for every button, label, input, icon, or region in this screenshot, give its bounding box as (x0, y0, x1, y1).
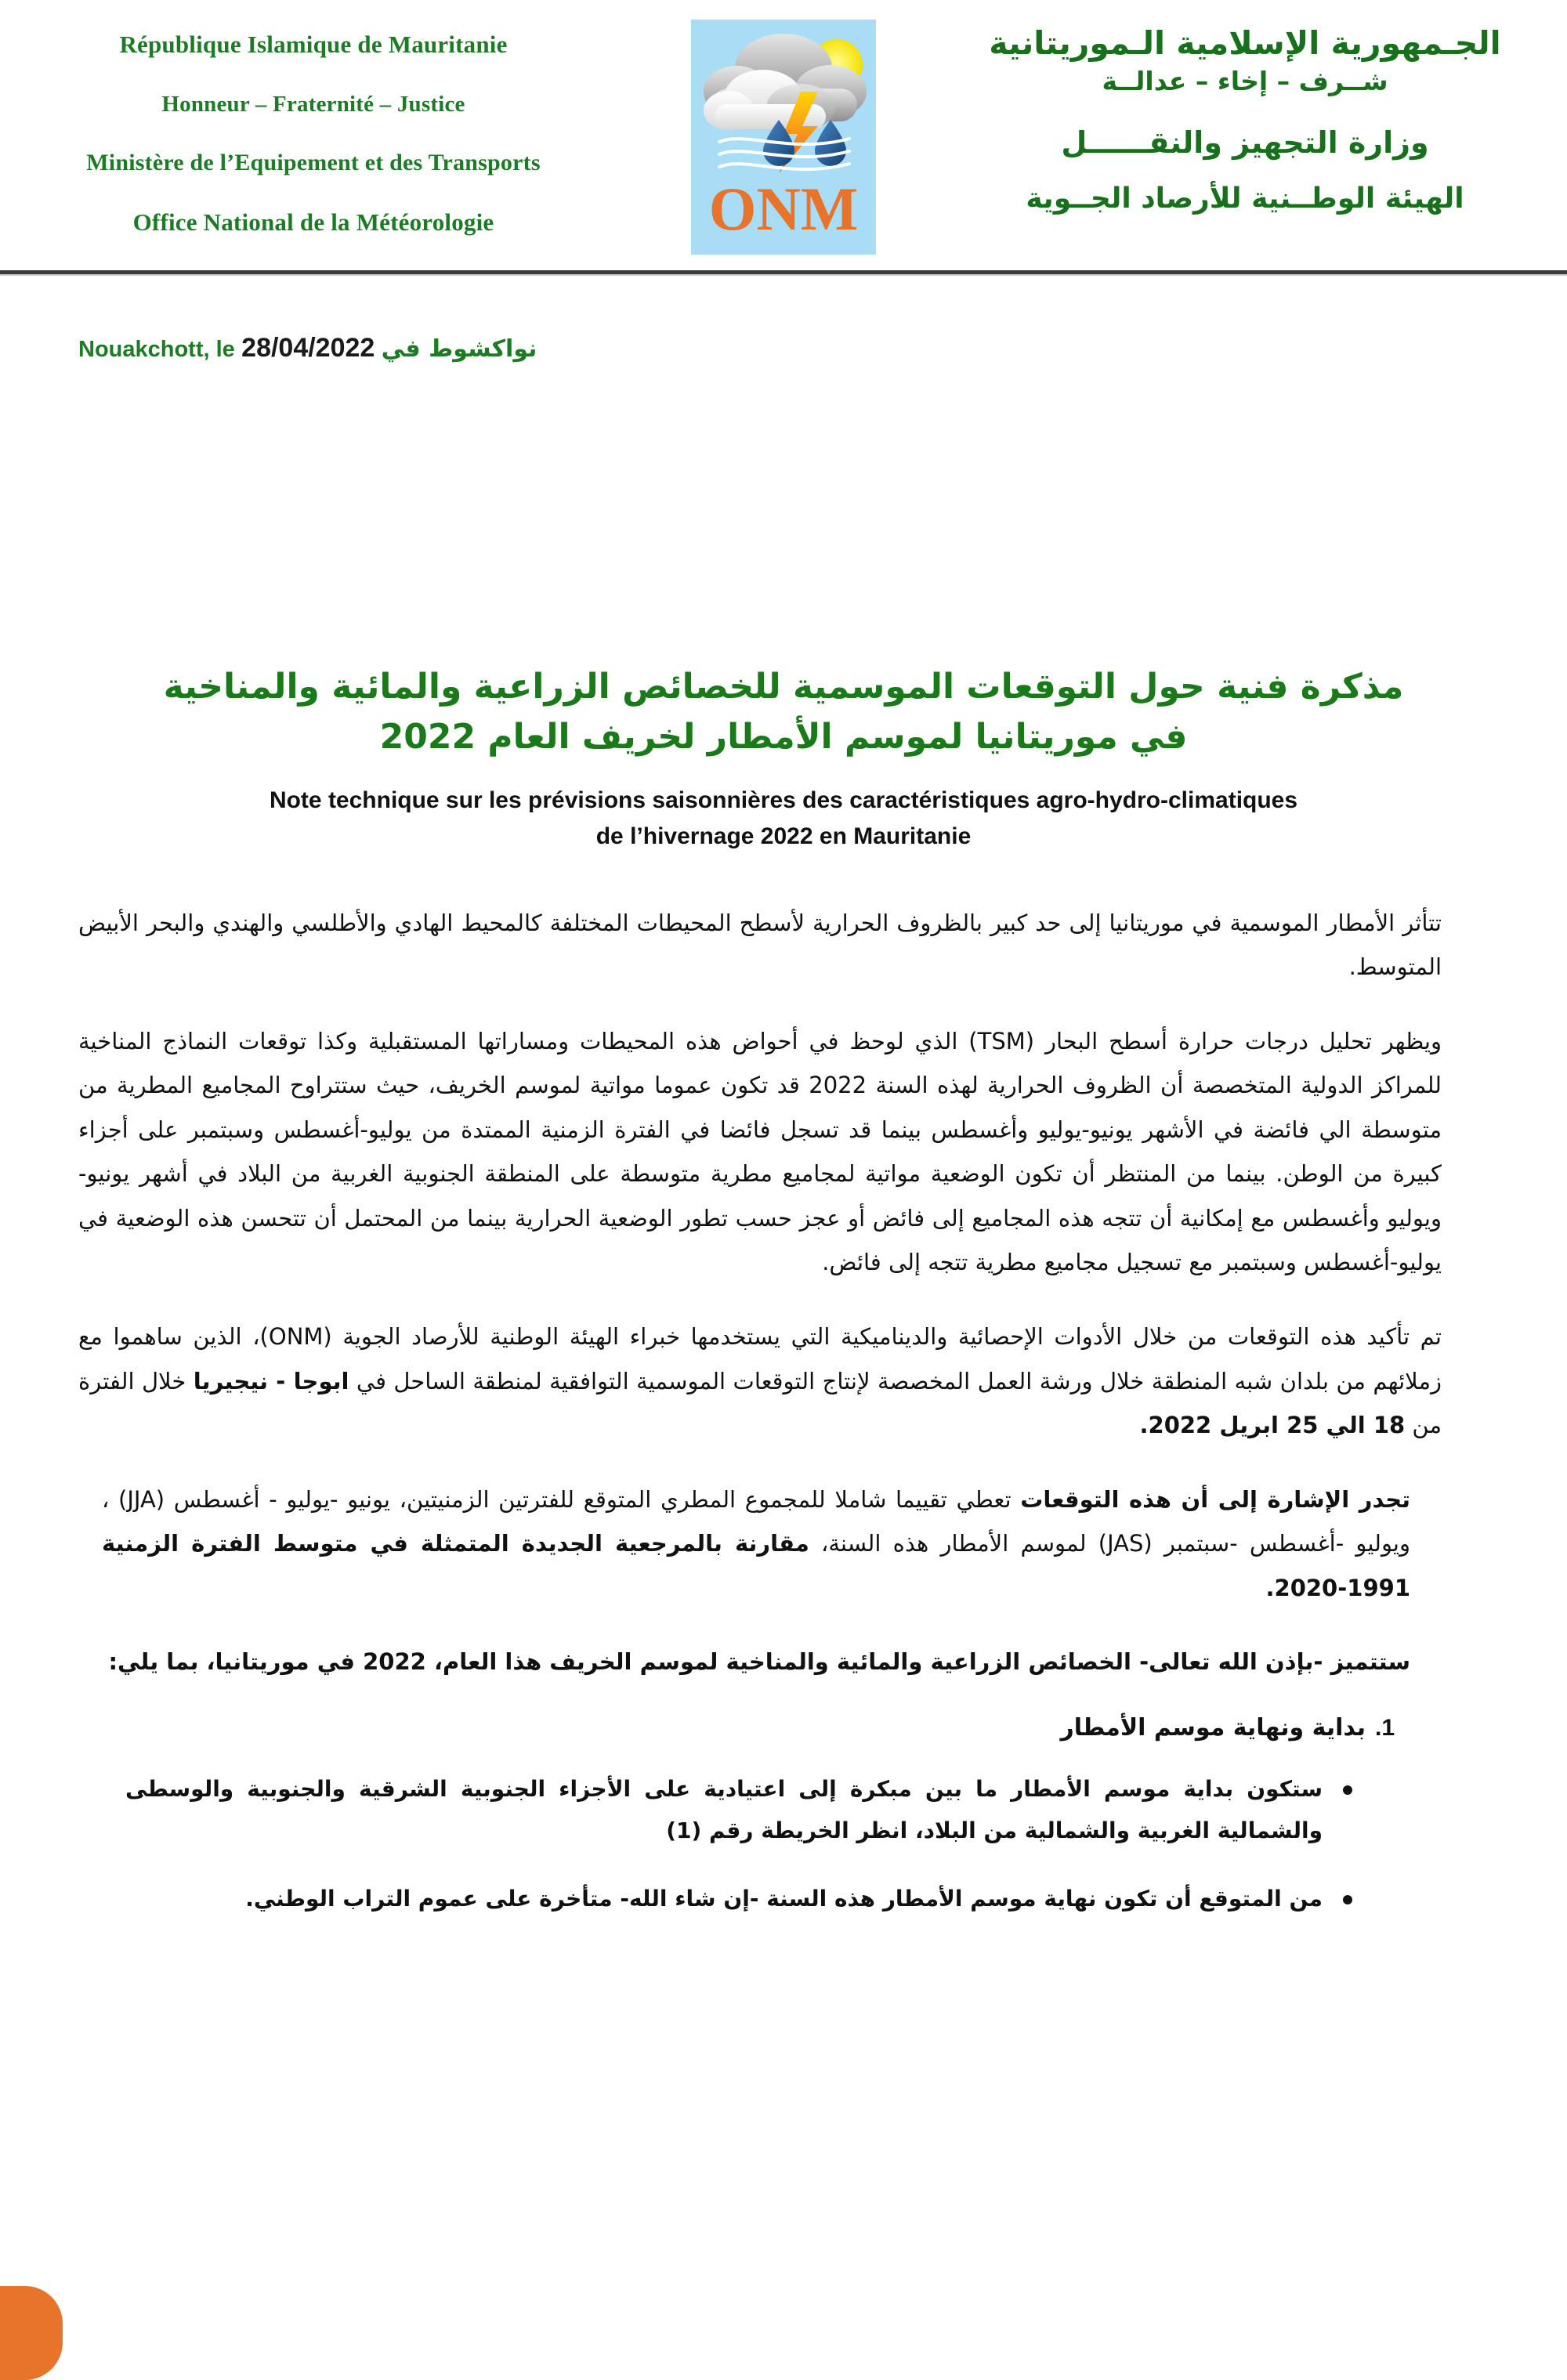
corner-decoration (0, 2286, 63, 2380)
header-fr-republic: République Islamique de Mauritanie (119, 31, 508, 58)
header-fr-motto: Honneur – Fraternité – Justice (161, 91, 465, 117)
section-1-number: 1. (1374, 1714, 1395, 1741)
paragraph-4-bold-reference: مقارنة بالمرجعية الجديدة المتمثلة في متوسط الفترة الزمنية 1991-2020. (102, 1530, 1410, 1601)
header-ar-motto: شــرف – إخاء – عدالــة (1102, 66, 1388, 97)
section-1-heading (78, 1714, 1489, 1742)
onm-logo (691, 20, 876, 255)
list-item: من المتوقع أن تكون نهاية موسم الأمطار هذه السنة -إن شاء الله- متأخرة على عموم التراب الوطني. (125, 1878, 1355, 1919)
document-header (0, 0, 1567, 270)
header-fr-ministry: Ministère de l’Equipement et des Transports (86, 150, 541, 175)
header-french-block (0, 0, 627, 237)
paragraph-4 (78, 1478, 1489, 1611)
header-divider (0, 270, 1567, 276)
onm-logo-graphic (691, 20, 876, 255)
onm-wordmark: ONM (708, 175, 859, 243)
paragraph-3 (78, 1315, 1489, 1448)
paragraph-3-bold-location: ابوجا - نيجيريا (193, 1367, 349, 1394)
paragraph-2: ويظهر تحليل درجات حرارة أسطح البحار (TSM) الذي لوحظ في أحواض هذه المحيطات ومساراتها المستقبلية وكذا توقعات النماذج المناخية للمراكز الدولية المتخصصة أن الظروف الحرارية لهذه السنة 2022 قد تكون عموما مواتية لموسم الخريف، حيث ستتراوح المجاميع المطرية من متوسطة الي فائضة في الأشهر يونيو-يوليو وأغسطس بينما قد تسجل فائضا في الفترة الزمنية الممتدة من يوليو-أغسطس وسبتمبر على أجزاء كبيرة من الوطن. بينما من المنتظر أن تكون الوضعية مواتية لمجاميع مطرية متوسطة على المنطقة الجنوبية الغربية من البلاد في أشهر يونيو- ويوليو وأغسطس مع إمكانية أن تتجه هذه المجاميع إلى فائض أو عجز حسب تطور الوضعية الحرارية بينما من المحتمل أن تتحسن هذه الوضعية في يوليو-أغسطس وسبتمبر مع تسجيل مجاميع مطرية تتجه إلى فائض. (78, 1027, 1442, 1276)
paragraph-3-text-b: خلال الفترة من (78, 1367, 1442, 1439)
header-fr-office: Office National de la Météorologie (132, 208, 494, 236)
date-value: 28/04/2022 (241, 333, 375, 363)
document-body (78, 662, 1489, 1946)
paragraph-4-text: تعطي تقييما شاملا للمجموع المطري المتوقع للفترتين الزمنيتين، يونيو -يوليو - أغسطس (JJA) ، ويوليو -أغسطس -سبتمبر (JAS) لموسم الأمطار هذه السنة، (102, 1485, 1410, 1557)
date-arabic-suffix: نواكشوط في (381, 335, 537, 363)
subtitle-fr-line2: de l’hivernage 2022 en Mauritanie (595, 823, 972, 850)
header-ar-ministry: وزارة التجهيز والنقــــــل (1061, 125, 1429, 161)
paragraph-3-bold-dates: 18 الي 25 ابريل 2022. (1139, 1412, 1406, 1439)
section-1-bullet-list (78, 1768, 1489, 1920)
header-ar-republic: الجـمهورية الإسلامية الـموريتانية (989, 24, 1501, 62)
title-ar-line1: مذكرة فنية حول التوقعات الموسمية للخصائص الزراعية والمائية والمناخية (163, 667, 1404, 707)
paragraph-1: تتأثر الأمطار الموسمية في موريتانيا إلى حد كبير بالظروف الحرارية لأسطح المحيطات المختلفة كالمحيط الهادي والأطلسي والهندي والبحر الأبيض المتوسط. (78, 909, 1442, 981)
page-subtitle-french (78, 783, 1489, 855)
paragraph-3-text-a: تم تأكيد هذه التوقعات من خلال الأدوات الإحصائية والديناميكية التي يستخدمها خبراء الهيئة الوطنية للأرصاد الجوية (ONM)، الذين ساهموا مع زملائهم من بلدان شبه المنطقة خلال ورشة العمل المخصصة لإنتاج التوقعات الموسمية التوافقية لمنطقة الساحل في (78, 1322, 1442, 1394)
subtitle-fr-line1: Note technique sur les prévisions saisonnières des caractéristiques agro-hydro-climatiques (269, 787, 1298, 813)
section-1-title: بداية ونهاية موسم الأمطار (1060, 1713, 1366, 1742)
paragraph-5: ستتميز -بإذن الله تعالى- الخصائص الزراعية والمائية والمناخية لموسم الخريف هذا العام، 2022 في موريتانيا، بما يلي: (108, 1648, 1410, 1676)
header-ar-office: الهيئة الوطــنية للأرصاد الجــوية (1026, 182, 1464, 215)
title-ar-line2: في موريتانيا لموسم الأمطار لخريف العام 2022 (379, 716, 1188, 757)
date-line (78, 333, 537, 364)
paragraph-4-bold-lead: تجدر الإشارة إلى أن هذه التوقعات (1020, 1485, 1410, 1513)
header-arabic-block (940, 0, 1567, 215)
page-title-arabic (78, 662, 1489, 762)
date-french-prefix: Nouakchott, le (78, 337, 235, 362)
logo-container (666, 0, 901, 255)
list-item: ستكون بداية موسم الأمطار ما بين مبكرة إلى اعتيادية على الأجزاء الجنوبية الشرقية والجنوبية والوسطى والشمالية الغربية والشمالية من البلاد، انظر الخريطة رقم (1) (125, 1768, 1355, 1851)
